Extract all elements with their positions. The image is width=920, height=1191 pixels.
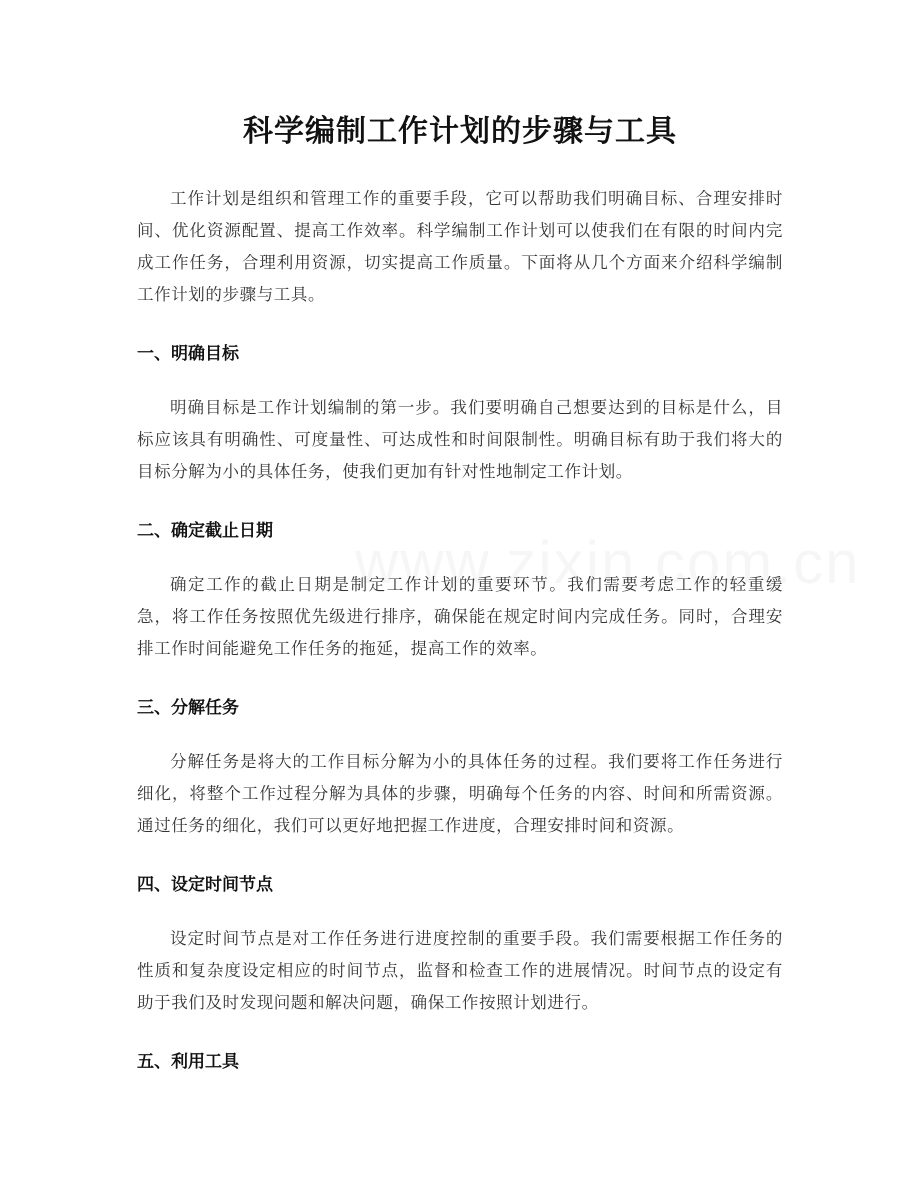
section-heading-5: 五、利用工具 — [137, 1052, 239, 1072]
section-body-1: 明确目标是工作计划编制的第一步。我们要明确自己想要达到的目标是什么，目标应该具有明确性、可度量性、可达成性和时间限制性。明确目标有助于我们将大的目标分解为小的具体任务，使我们更加有针对性地制定工作计划。 — [137, 398, 783, 481]
page-title: 科学编制工作计划的步骤与工具 — [243, 114, 677, 149]
section-heading-2: 二、确定截止日期 — [137, 521, 273, 541]
section-heading-3: 三、分解任务 — [137, 698, 239, 718]
section-body-3: 分解任务是将大的工作目标分解为小的具体任务的过程。我们要将工作任务进行细化，将整个工作过程分解为具体的步骤，明确每个任务的内容、时间和所需资源。通过任务的细化，我们可以更好地把握工作进度，合理安排时间和资源。 — [137, 752, 783, 835]
section-heading-1: 一、明确目标 — [137, 344, 239, 364]
section-heading-4: 四、设定时间节点 — [137, 875, 273, 895]
section-body-2: 确定工作的截止日期是制定工作计划的重要环节。我们需要考虑工作的轻重缓急，将工作任务按照优先级进行排序，确保能在规定时间内完成任务。同时，合理安排工作时间能避免工作任务的拖延，提高工作的效率。 — [137, 575, 783, 658]
section-body-4: 设定时间节点是对工作任务进行进度控制的重要手段。我们需要根据工作任务的性质和复杂度设定相应的时间节点，监督和检查工作的进展情况。时间节点的设定有助于我们及时发现问题和解决问题，确保工作按照计划进行。 — [137, 929, 783, 1012]
intro-paragraph: 工作计划是组织和管理工作的重要手段，它可以帮助我们明确目标、合理安排时间、优化资源配置、提高工作效率。科学编制工作计划可以使我们在有限的时间内完成工作任务，合理利用资源，切实提高工作质量。下面将从几个方面来介绍科学编制工作计划的步骤与工具。 — [137, 189, 783, 304]
